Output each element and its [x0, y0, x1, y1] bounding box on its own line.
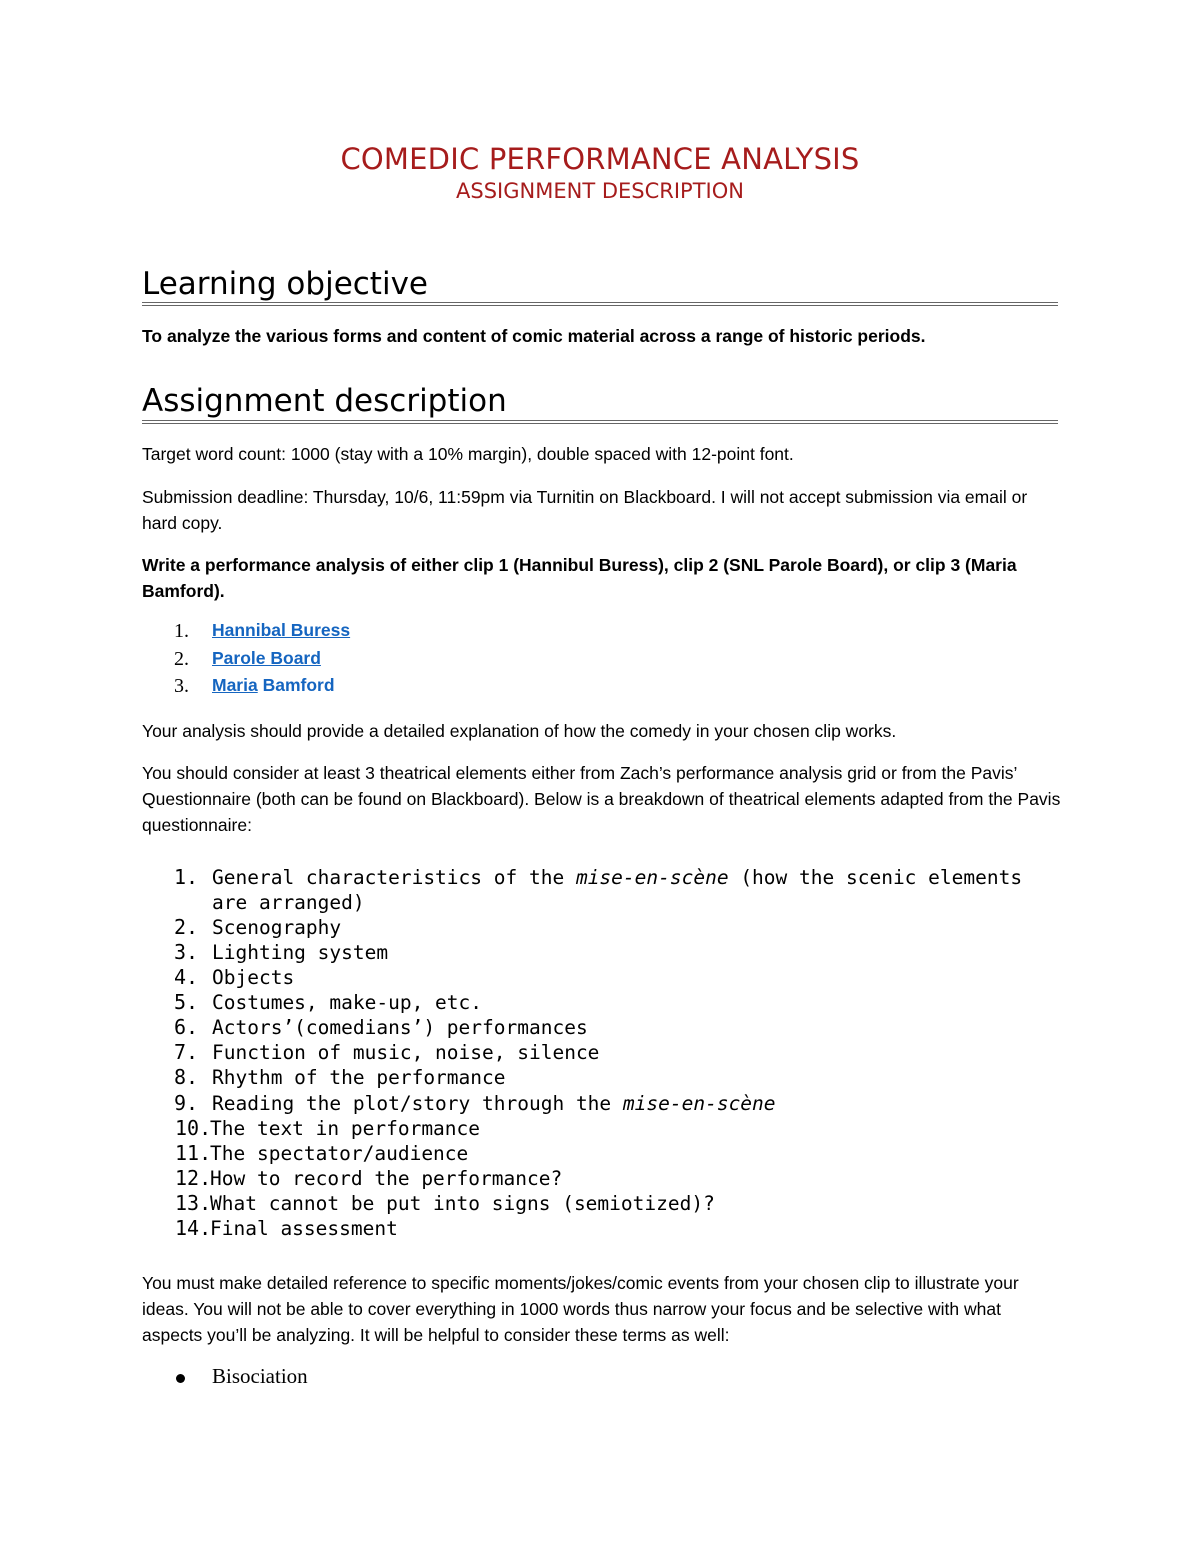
- list-number: 7.: [174, 1040, 199, 1064]
- element-text: Objects: [212, 966, 295, 989]
- element-text: Reading the plot/story through the: [212, 1092, 623, 1115]
- clip-link-maria-bamford[interactable]: Maria: [212, 675, 258, 695]
- word-count-text: Target word count: 1000 (stay with a 10% margin), double spaced with 12-point font.: [142, 444, 794, 464]
- learning-objective-text: To analyze the various forms and content of comic material across a range of historic periods.: [142, 326, 926, 346]
- list-number: 6.: [174, 1015, 199, 1039]
- list-number: 10.: [175, 1116, 212, 1140]
- list-number: 3.: [174, 940, 199, 964]
- clip-link-suffix: Bamford: [257, 675, 335, 695]
- list-number: 2.: [174, 648, 189, 670]
- list-number: 8.: [174, 1065, 199, 1089]
- deadline-text: Submission deadline: Thursday, 10/6, 11:59pm via Turnitin on Blackboard. I will not accept submission via email or hard copy.: [142, 487, 1028, 533]
- element-text: The spectator/audience: [210, 1142, 469, 1165]
- list-item: [142, 675, 1062, 703]
- list-number: 13.: [175, 1191, 212, 1215]
- element-text: Final assessment: [210, 1217, 398, 1240]
- reference-note-text: You must make detailed reference to specific moments/jokes/comic events from your chosen clip to illustrate your ideas. You will not be able to cover everything in 1000 words thus narrow your focus and be selective with what aspects you’ll be analyzing. It will be helpful to consider these terms as well:: [142, 1273, 1019, 1345]
- list-number: 2.: [174, 915, 199, 939]
- list-number: 5.: [174, 990, 199, 1014]
- list-number: 9.: [174, 1091, 199, 1115]
- element-text: How to record the performance?: [210, 1167, 563, 1190]
- clip-link-hannibal-buress[interactable]: Hannibal Buress: [212, 620, 351, 640]
- element-text: Costumes, make-up, etc.: [212, 991, 483, 1014]
- bullet-dot: [176, 1374, 185, 1383]
- element-text: The text in performance: [210, 1117, 481, 1140]
- heading-learning-objective: Learning objective: [142, 266, 428, 302]
- term-item: Bisociation: [212, 1364, 308, 1388]
- list-number: 1.: [174, 620, 189, 642]
- element-text: Scenography: [212, 916, 342, 939]
- heading-assignment-description: Assignment description: [142, 383, 507, 419]
- list-number: 14.: [175, 1216, 212, 1240]
- list-number: 11.: [175, 1141, 212, 1165]
- element-text: Rhythm of the performance: [212, 1066, 506, 1089]
- document-title: COMEDIC PERFORMANCE ANALYSIS: [340, 142, 860, 176]
- element-italic-term: mise-en-scène: [575, 866, 729, 889]
- elements-intro-text: You should consider at least 3 theatrical elements either from Zach’s performance analysis grid or from the Pavis’ Questionnaire (both can be found on Blackboard). Below is a breakdown of theatrical elements adapted from the Pavis questionnaire:: [142, 763, 1061, 835]
- list-number: 3.: [174, 675, 189, 697]
- heading-rule: [142, 420, 1058, 424]
- element-italic-term: mise-en-scène: [622, 1092, 776, 1115]
- heading-rule: [142, 302, 1058, 306]
- instruction-text: Write a performance analysis of either clip 1 (Hannibul Buress), clip 2 (SNL Parole Board), or clip 3 (Maria Bamford).: [142, 555, 1017, 601]
- element-text: Function of music, noise, silence: [212, 1041, 600, 1064]
- list-number: 12.: [175, 1166, 212, 1190]
- element-text-tail: (how the scenic elements are arranged): [212, 866, 1023, 914]
- clip-link-parole-board[interactable]: Parole Board: [212, 648, 321, 668]
- list-item: [142, 648, 1062, 676]
- list-item: [142, 620, 1062, 648]
- element-text: What cannot be put into signs (semiotized)?: [210, 1192, 715, 1215]
- element-text: Lighting system: [212, 941, 389, 964]
- document-subtitle: ASSIGNMENT DESCRIPTION: [456, 179, 744, 203]
- list-number: 1.: [174, 865, 199, 889]
- element-text: Actors’(comedians’) performances: [212, 1016, 588, 1039]
- list-number: 4.: [174, 965, 199, 989]
- analysis-note-text: Your analysis should provide a detailed explanation of how the comedy in your chosen clip works.: [142, 721, 897, 741]
- element-text: General characteristics of the: [212, 866, 576, 889]
